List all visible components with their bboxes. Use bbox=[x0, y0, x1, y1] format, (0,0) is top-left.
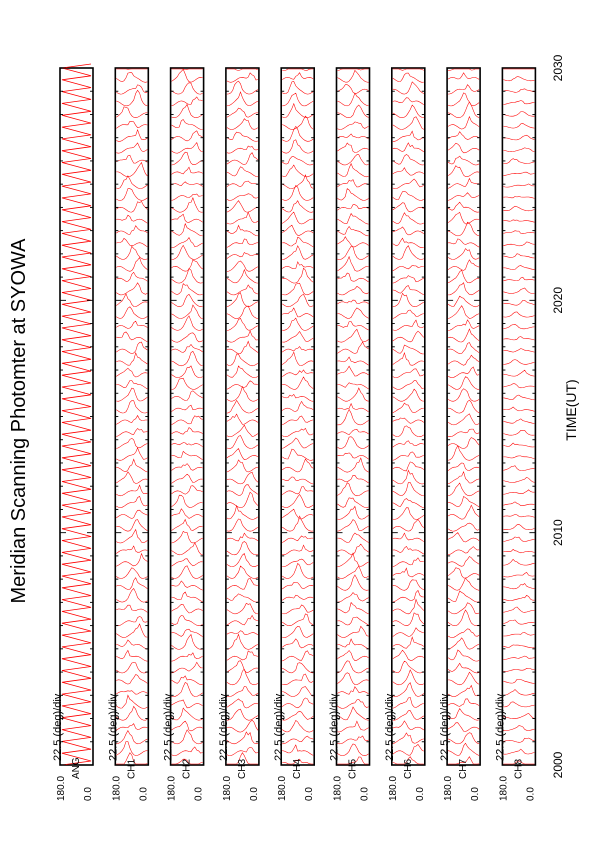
y-tick-label-max: 180.0 bbox=[277, 775, 289, 801]
scale-label: 22.5 (deg)/div bbox=[328, 693, 341, 761]
scale-label: 22.5 (deg)/div bbox=[383, 693, 396, 761]
x-axis-label: TIME(UT) bbox=[563, 379, 579, 441]
y-tick-label-max: 180.0 bbox=[498, 775, 510, 801]
panel-ch4 bbox=[273, 68, 315, 801]
y-tick-label-max: 180.0 bbox=[166, 775, 178, 801]
scale-label: 22.5 (deg)/div bbox=[162, 693, 175, 761]
channel-label: CH3 bbox=[236, 758, 248, 779]
y-tick-label-max: 180.0 bbox=[332, 775, 344, 801]
chart-title: Meridian Scanning Photomter at SYOWA bbox=[8, 238, 30, 604]
y-tick-label-max: 180.0 bbox=[111, 775, 123, 801]
y-tick-label-min: 0.0 bbox=[414, 787, 426, 801]
channel-label: CH7 bbox=[458, 758, 470, 779]
panel-ch3 bbox=[218, 68, 260, 801]
channel-label: CH6 bbox=[402, 758, 414, 779]
y-tick-label-min: 0.0 bbox=[525, 787, 537, 801]
panel-frame bbox=[392, 68, 425, 765]
x-tick-label: 2000 bbox=[551, 751, 565, 779]
panel-ch8 bbox=[494, 68, 536, 801]
y-tick-label-max: 180.0 bbox=[56, 775, 67, 801]
panel-ch6 bbox=[384, 68, 426, 801]
channel-label: CH4 bbox=[292, 758, 304, 779]
panel-group bbox=[52, 64, 536, 801]
panel-ch7 bbox=[439, 68, 481, 801]
x-tick-label: 2020 bbox=[551, 286, 565, 314]
panel-ch2 bbox=[163, 68, 205, 801]
scale-label: 22.5 (deg)/div bbox=[494, 693, 507, 761]
panel-frame bbox=[226, 68, 259, 765]
channel-label: ANG bbox=[71, 757, 82, 779]
scale-label: 22.5 (deg)/div bbox=[52, 693, 64, 761]
panel-frame bbox=[337, 68, 370, 765]
panel-frame bbox=[171, 68, 204, 765]
channel-label: CH2 bbox=[181, 758, 193, 779]
x-tick-label: 2030 bbox=[551, 54, 565, 82]
channel-label: CH5 bbox=[347, 758, 359, 779]
scale-label: 22.5 (deg)/div bbox=[273, 693, 286, 761]
y-tick-label-min: 0.0 bbox=[470, 787, 482, 801]
panel-ch1 bbox=[107, 68, 149, 801]
y-tick-label-min: 0.0 bbox=[304, 787, 316, 801]
scale-label: 22.5 (deg)/div bbox=[439, 693, 452, 761]
panel-ch5 bbox=[329, 68, 371, 801]
y-tick-label-min: 0.0 bbox=[359, 787, 371, 801]
scale-label: 22.5 (deg)/div bbox=[217, 693, 230, 761]
x-tick-label: 2010 bbox=[551, 519, 565, 547]
y-tick-label-max: 180.0 bbox=[387, 775, 399, 801]
channel-label: CH1 bbox=[126, 758, 138, 779]
y-tick-label-min: 0.0 bbox=[248, 787, 260, 801]
channel-label: CH8 bbox=[513, 758, 525, 779]
y-tick-label-min: 0.0 bbox=[83, 787, 94, 801]
y-tick-label-min: 0.0 bbox=[138, 787, 150, 801]
panel-frame bbox=[502, 68, 535, 765]
scale-label: 22.5 (deg)/div bbox=[107, 693, 120, 761]
panel-frame bbox=[281, 68, 314, 765]
y-tick-label-max: 180.0 bbox=[221, 775, 233, 801]
y-tick-label-min: 0.0 bbox=[193, 787, 205, 801]
y-tick-label-max: 180.0 bbox=[443, 775, 455, 801]
